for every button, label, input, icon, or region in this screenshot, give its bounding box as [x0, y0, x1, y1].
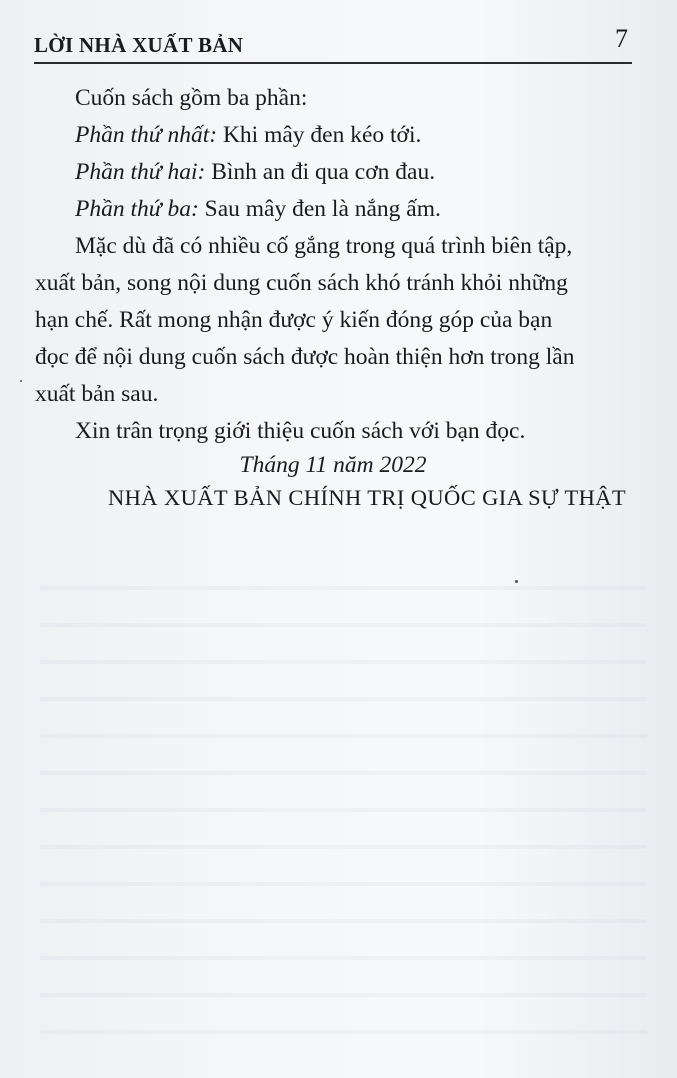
- running-header: [34, 18, 632, 64]
- print-speck: [20, 380, 22, 382]
- intro-line: Cuốn sách gồm ba phần:: [75, 85, 308, 111]
- page-number: 7: [615, 24, 628, 53]
- closing-line: Xin trân trọng giới thiệu cuốn sách với bạn đọc.: [75, 418, 526, 444]
- part-title: Khi mây đen kéo tới.: [222, 122, 422, 148]
- paragraph-line: đọc để nội dung cuốn sách được hoàn thiện hơn trong lần: [35, 344, 575, 370]
- part-line: [75, 117, 635, 154]
- show-through-texture: [40, 560, 647, 1038]
- part-title: Sau mây đen là nắng ấm.: [204, 196, 441, 222]
- paragraph-line: xuất bản sau.: [35, 381, 159, 407]
- section-title: LỜI NHÀ XUẤT BẢN: [34, 33, 244, 57]
- part-line: [75, 154, 635, 191]
- publisher-signature: NHÀ XUẤT BẢN CHÍNH TRỊ QUỐC GIA SỰ THẬT: [108, 485, 627, 510]
- paragraph-line: xuất bản, song nội dung cuốn sách khó tránh khỏi những: [35, 270, 568, 296]
- print-speck: [515, 580, 518, 583]
- part-label: Phần thứ nhất:: [75, 122, 218, 148]
- date-line: Tháng 11 năm 2022: [239, 452, 427, 478]
- paragraph-line: hạn chế. Rất mong nhận được ý kiến đóng góp của bạn: [35, 307, 553, 333]
- part-title: Bình an đi qua cơn đau.: [211, 159, 436, 185]
- body-text: [35, 80, 635, 450]
- part-line: [75, 191, 635, 228]
- part-label: Phần thứ hai:: [75, 159, 206, 185]
- part-label: Phần thứ ba:: [75, 196, 199, 222]
- paragraph-line: Mặc dù đã có nhiều cố gắng trong quá trình biên tập,: [75, 233, 573, 259]
